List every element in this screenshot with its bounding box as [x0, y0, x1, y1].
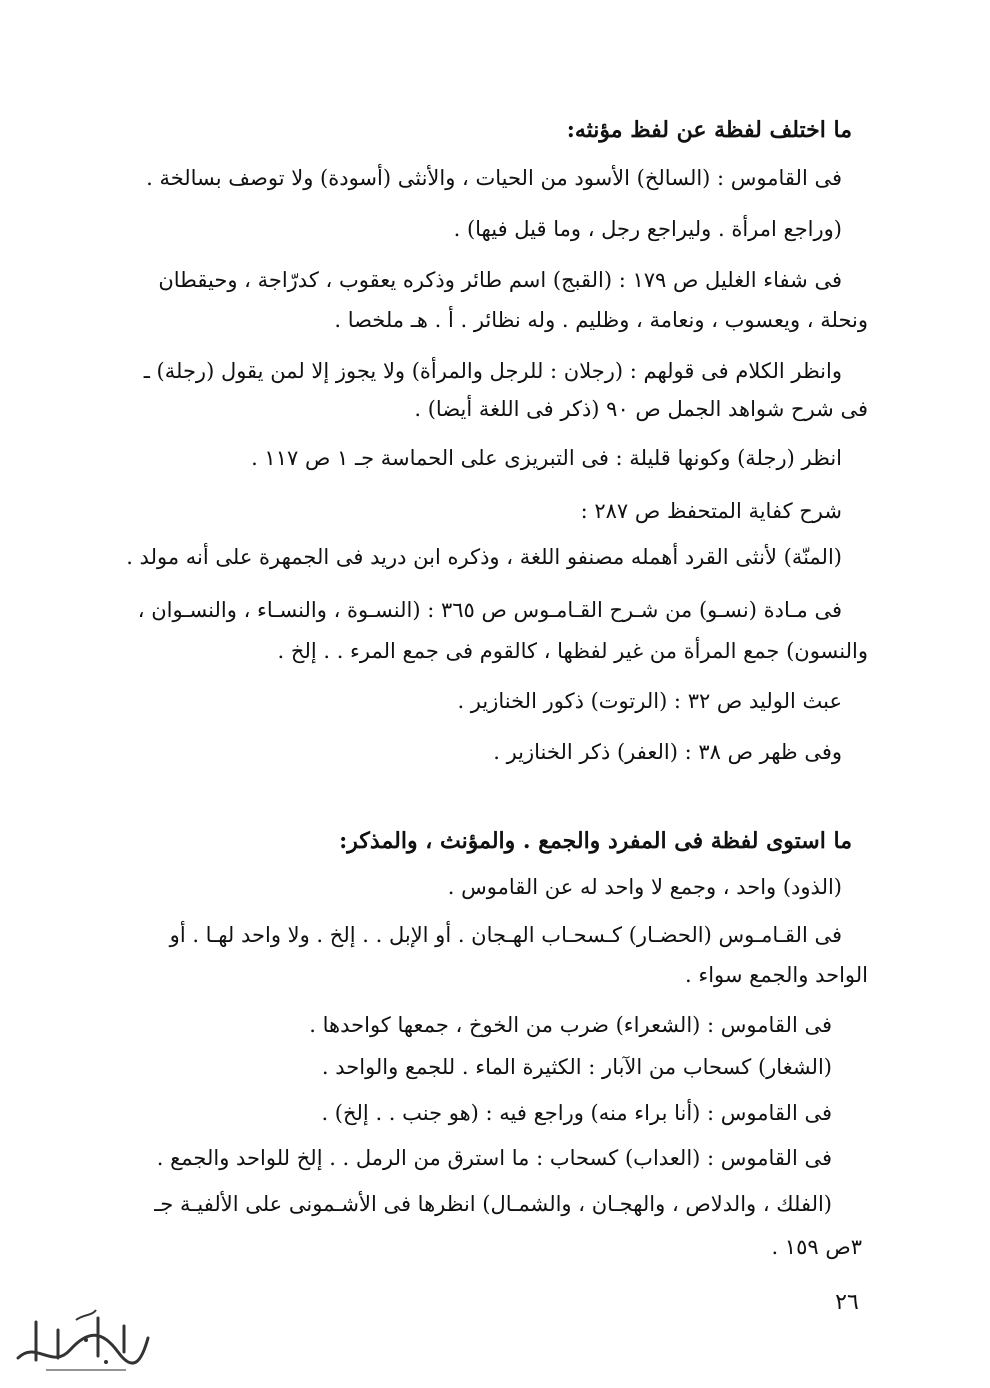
- library-stamp-icon: [6, 1300, 156, 1380]
- section-1-line-7: انظر (رجلة) وكونها قليلة : فى التبريزى على الحماسة جـ ١ ص ١١٧ .: [251, 446, 842, 470]
- section-2-line-7: فى القاموس : (العداب) كسحاب : ما استرق من الرمل . . إلخ للواحد والجمع .: [156, 1146, 832, 1170]
- section-2-line-5: (الشغار) كسحاب من الآبار : الكثيرة الماء . للجمع والواحد .: [321, 1055, 832, 1079]
- section-1-line-2: (وراجع امرأة . وليراجع رجل ، وما قيل فيها) .: [453, 217, 842, 241]
- section-2-line-9: ٣ص ١٥٩ .: [771, 1235, 862, 1259]
- section-1-line-9: (المنّة) لأنثى القرد أهمله مصنفو اللغة ، وذكره ابن دريد فى الجمهرة على أنه مولد .: [126, 545, 842, 569]
- section-1-line-12: عبث الوليد ص ٣٢ : (الرتوت) ذكور الخنازير .: [457, 689, 842, 713]
- section-2-line-2: فى القـامـوس (الحضـار) كـسحـاب الهـجان . أو الإبل . . إلخ . ولا واحد لهـا . أو: [169, 923, 842, 947]
- section-1-line-1: فى القاموس : (السالخ) الأسود من الحيات ، والأنثى (أسودة) ولا توصف بسالخة .: [146, 166, 842, 190]
- section-1-line-6: فى شرح شواهد الجمل ص ٩٠ (ذكر فى اللغة أيضا) .: [414, 397, 868, 421]
- section-2-heading: ما استوى لفظة فى المفرد والجمع . والمؤنث ، والمذكر:: [339, 828, 852, 854]
- section-1-line-10: فى مـادة (نسـو) من شـرح القـامـوس ص ٣٦٥ : (النسـوة ، والنسـاء ، والنسـوان ،: [137, 598, 842, 622]
- section-1-line-13: وفى ظهر ص ٣٨ : (العفر) ذكر الخنازير .: [493, 740, 842, 764]
- section-2-line-4: فى القاموس : (الشعراء) ضرب من الخوخ ، جمعها كواحدها .: [309, 1013, 832, 1037]
- section-1-heading: ما اختلف لفظة عن لفظ مؤنثه:: [566, 117, 852, 143]
- page-number: ٢٦: [835, 1290, 859, 1315]
- section-2-line-6: فى القاموس : (أنا براء منه) وراجع فيه : (هو جنب . . إلخ) .: [321, 1101, 832, 1125]
- section-2-line-1: (الذود) واحد ، وجمع لا واحد له عن القاموس .: [447, 875, 842, 899]
- section-1-line-5: وانظر الكلام فى قولهم : (رجلان : للرجل والمرأة) ولا يجوز إلا لمن يقول (رجلة) ـ: [143, 359, 842, 383]
- section-2-line-8: (الفلك ، والدلاص ، والهجـان ، والشمـال) انظرها فى الأشـمونى على الألفيـة جـ: [154, 1192, 832, 1216]
- section-2-line-3: الواحد والجمع سواء .: [684, 963, 868, 987]
- section-1-line-3: فى شفاء الغليل ص ١٧٩ : (القبج) اسم طائر وذكره يعقوب ، كدرّاجة ، وحيقطان: [158, 268, 842, 292]
- section-1-line-4: ونحلة ، ويعسوب ، ونعامة ، وظليم . وله نظائر . أ . هـ ملخصا .: [334, 308, 868, 332]
- section-1-line-11: والنسون) جمع المرأة من غير لفظها ، كالقوم فى جمع المرء . . إلخ .: [277, 639, 868, 663]
- section-1-line-8: شرح كفاية المتحفظ ص ٢٨٧ :: [580, 499, 842, 523]
